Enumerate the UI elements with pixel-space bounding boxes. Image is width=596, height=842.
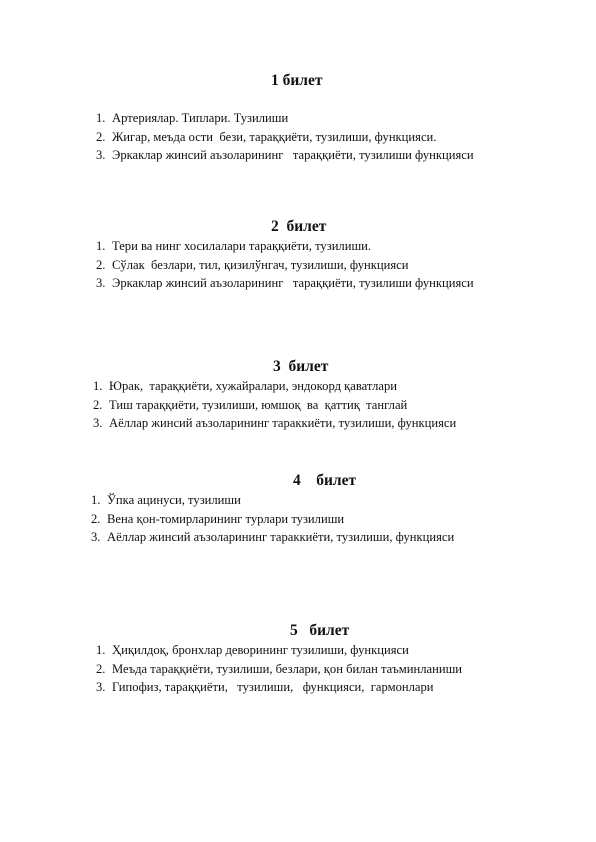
question-text: Жигар, меъда ости бези, тараққиёти, тузилиши, функцияси.	[112, 129, 437, 144]
question-item	[96, 146, 474, 165]
question-item	[91, 528, 454, 547]
question-item	[96, 256, 474, 275]
question-item	[96, 641, 462, 660]
question-number: 3.	[96, 148, 106, 162]
question-list	[96, 237, 474, 293]
question-item	[93, 414, 456, 433]
question-text: Ҳиқилдоқ, бронхлар деворининг тузилиши, функцияси	[112, 643, 409, 657]
question-text: Юрак, тараққиёти, хужайралари, эндокорд қаватлари	[109, 379, 397, 393]
question-number: 3.	[91, 530, 101, 544]
question-item	[96, 678, 462, 697]
question-text: Аёллар жинсий аъзоларининг тараккиёти, тузилиши, функцияси	[109, 416, 457, 430]
question-text: Гипофиз, тараққиёти, тузилиши, функцияси, гармонлари	[112, 680, 434, 694]
ticket-title: 3 билет	[273, 358, 329, 375]
question-text: Эркаклар жинсий аъзоларининг тараққиёти, тузилиши функцияси	[112, 148, 474, 162]
question-number: 1.	[96, 239, 106, 253]
question-list	[96, 641, 462, 697]
question-number: 3.	[96, 680, 106, 694]
question-number: 2.	[96, 257, 106, 272]
question-text: Тиш тараққиёти, тузилиши, юмшоқ ва қаттиқ танглай	[109, 397, 408, 412]
question-number: 2.	[91, 511, 101, 526]
question-item	[96, 660, 462, 679]
question-text: Ўпка ацинуси, тузилиши	[107, 493, 241, 507]
question-item	[96, 274, 474, 293]
question-item	[96, 237, 474, 256]
question-number: 3.	[93, 416, 103, 430]
question-number: 2.	[96, 661, 106, 676]
question-item	[91, 491, 454, 510]
ticket-title: 5 билет	[290, 622, 350, 639]
question-item	[96, 109, 474, 128]
question-list	[96, 109, 474, 165]
question-text: Тери ва нинг хосилалари тараққиёти, тузилиши.	[112, 239, 372, 253]
question-text: Артериялар. Типлари. Тузилиши	[112, 111, 289, 125]
question-text: Аёллар жинсий аъзоларининг тараккиёти, тузилиши, функцияси	[107, 530, 455, 544]
ticket-title: 4 билет	[293, 472, 357, 489]
question-number: 1.	[93, 379, 103, 393]
question-text: Сўлак безлари, тил, қизилўнгач, тузилиши, функцияси	[112, 257, 409, 272]
question-list	[93, 377, 456, 433]
question-item	[93, 377, 456, 396]
question-number: 1.	[96, 643, 106, 657]
question-number: 1.	[91, 493, 101, 507]
question-item	[96, 128, 474, 147]
question-number: 1.	[96, 111, 106, 125]
question-item	[93, 396, 456, 415]
question-number: 2.	[96, 129, 106, 144]
question-text: Эркаклар жинсий аъзоларининг тараққиёти, тузилиши функцияси	[112, 276, 474, 290]
ticket-title: 2 билет	[271, 218, 327, 235]
question-list	[91, 491, 454, 547]
ticket-title: 1 билет	[271, 72, 323, 89]
question-text: Вена қон-томирларининг турлари тузилиши	[107, 511, 345, 526]
question-item	[91, 510, 454, 529]
question-number: 3.	[96, 276, 106, 290]
question-number: 2.	[93, 397, 103, 412]
question-text: Меъда тараққиёти, тузилиши, безлари, қон билан таъминланиши	[112, 661, 463, 676]
